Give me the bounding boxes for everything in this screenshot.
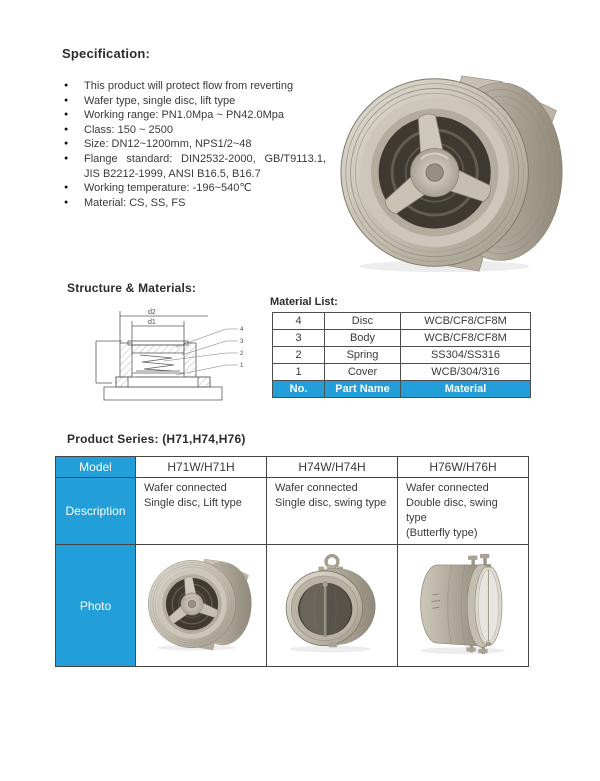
spec-item xyxy=(64,137,326,152)
structure-drawing xyxy=(76,303,268,405)
model-row xyxy=(56,457,529,478)
material-no: 3 xyxy=(273,330,325,347)
callout-1: 1 xyxy=(240,363,244,369)
spec-item-text: Wafer type, single disc, lift type xyxy=(84,94,236,107)
main-valve-photo xyxy=(335,72,573,275)
material-material: WCB/CF8/CF8M xyxy=(401,313,531,330)
material-list-label: Material List: xyxy=(270,296,338,308)
material-material: WCB/304/316 xyxy=(401,364,531,381)
dim-label-d2: d2 xyxy=(148,309,156,316)
spec-item-text: Working temperature: -196~540℃ xyxy=(84,182,252,195)
specification-heading: Specification: xyxy=(62,46,151,61)
material-part: Body xyxy=(325,330,401,347)
spec-item-text: Material: CS, SS, FS xyxy=(84,196,186,209)
spec-item xyxy=(64,152,326,181)
spec-item xyxy=(64,79,326,94)
material-header-material: Material xyxy=(401,381,531,398)
spec-item xyxy=(64,181,326,196)
material-material: SS304/SS316 xyxy=(401,347,531,364)
model-row-label: Model xyxy=(56,457,136,478)
valve-photo-h74 xyxy=(276,552,388,656)
material-no: 1 xyxy=(273,364,325,381)
photo-row-label: Photo xyxy=(56,545,136,667)
valve-photo-h71 xyxy=(147,557,255,652)
valve-photo-h76 xyxy=(407,552,519,656)
material-part: Disc xyxy=(325,313,401,330)
photo-row xyxy=(56,545,529,667)
bullet-icon: ● xyxy=(64,125,69,133)
material-header-row xyxy=(273,381,531,398)
material-no: 2 xyxy=(273,347,325,364)
spec-item xyxy=(64,108,326,123)
spec-item xyxy=(64,196,326,211)
material-header-part: Part Name xyxy=(325,381,401,398)
spec-item-text: Flange standard: DIN2532-2000, GB/T9113.1, JIS B2212-1999, ANSI B16.5, B16.7 xyxy=(84,152,326,180)
material-material: WCB/CF8/CF8M xyxy=(401,330,531,347)
bullet-icon: ● xyxy=(64,82,69,89)
callout-3: 3 xyxy=(240,339,244,345)
dim-label-d1: d1 xyxy=(148,319,156,326)
specification-list xyxy=(64,79,326,210)
spec-item-text: Class: 150 ~ 2500 xyxy=(84,123,173,136)
material-header-no: No. xyxy=(273,381,325,398)
description-row-label: Description xyxy=(56,478,136,545)
description-line: Double disc, swing type xyxy=(406,497,498,524)
spec-item-text: Working range: PN1.0Mpa ~ PN42.0Mpa xyxy=(84,109,285,122)
description-h74 xyxy=(267,478,398,545)
bullet-icon: ● xyxy=(64,140,69,148)
description-line: (Butterfly type) xyxy=(406,527,478,539)
photo-h74 xyxy=(267,545,398,667)
material-part: Cover xyxy=(325,364,401,381)
description-row xyxy=(56,478,529,545)
description-line: Wafer connected xyxy=(144,482,227,494)
spec-item-text: Size: DN12~1200mm, NPS1/2~48 xyxy=(84,138,252,151)
description-line: Wafer connected xyxy=(406,482,489,494)
material-row xyxy=(273,313,531,330)
structure-heading: Structure & Materials: xyxy=(67,281,197,295)
model-h76: H76W/H76H xyxy=(398,457,529,478)
spec-item-text: This product will protect flow from reverting xyxy=(84,80,294,92)
material-no: 4 xyxy=(273,313,325,330)
model-h74: H74W/H74H xyxy=(267,457,398,478)
material-row xyxy=(273,364,531,381)
product-series-table xyxy=(55,456,529,667)
bullet-icon: ● xyxy=(64,184,69,192)
description-line: Wafer connected xyxy=(275,482,358,494)
model-h71: H71W/H71H xyxy=(136,457,267,478)
bullet-icon: ● xyxy=(64,154,69,162)
description-line: Single disc, Lift type xyxy=(144,497,242,509)
photo-h76 xyxy=(398,545,529,667)
bullet-icon: ● xyxy=(64,198,69,206)
callout-4: 4 xyxy=(240,327,244,333)
spec-item xyxy=(64,94,326,109)
bullet-icon: ● xyxy=(64,96,69,104)
description-h76 xyxy=(398,478,529,545)
material-part: Spring xyxy=(325,347,401,364)
material-row xyxy=(273,347,531,364)
material-list-table xyxy=(272,312,531,398)
description-line: Single disc, swing type xyxy=(275,497,387,509)
material-row xyxy=(273,330,531,347)
spec-item xyxy=(64,123,326,138)
product-series-heading: Product Series: (H71,H74,H76) xyxy=(67,432,246,446)
callout-2: 2 xyxy=(240,351,244,357)
photo-h71 xyxy=(136,545,267,667)
description-h71 xyxy=(136,478,267,545)
bullet-icon: ● xyxy=(64,111,69,119)
